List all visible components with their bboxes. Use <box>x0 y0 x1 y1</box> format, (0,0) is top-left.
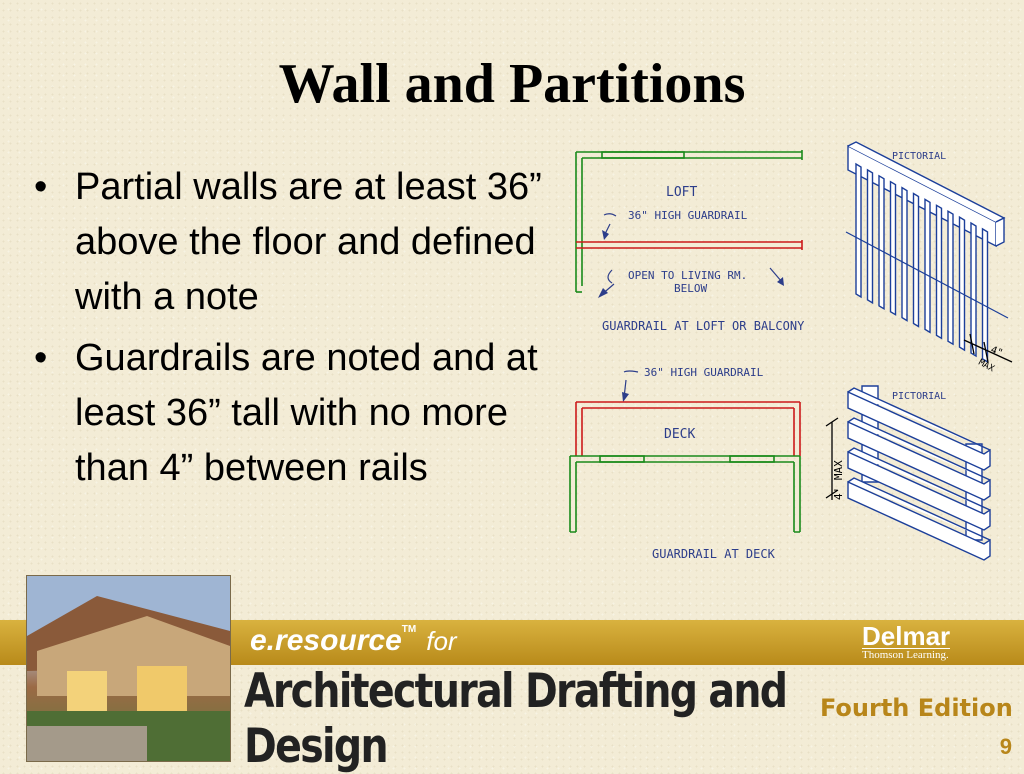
baluster <box>914 194 919 327</box>
max-dim-value: 4" <box>988 344 1005 360</box>
publisher-sub: Thomson Learning. <box>862 649 949 661</box>
baluster <box>868 170 873 303</box>
loft-caption: GUARDRAIL AT LOFT OR BALCONY <box>602 319 805 333</box>
loft-guardrail-note: 36" HIGH GUARDRAIL <box>628 209 748 222</box>
deck-height-dimension <box>826 418 845 500</box>
baluster <box>948 211 953 344</box>
eresource-brand <box>250 624 457 658</box>
bullet-text: Partial walls are at least 36” above the floor and defined with a note <box>75 166 542 318</box>
brand-main: e.resource <box>250 624 402 657</box>
deck-label: DECK <box>664 427 696 442</box>
house-photo <box>26 575 231 762</box>
max-dim-word: MAX <box>976 357 996 375</box>
baluster <box>983 229 988 362</box>
baluster <box>891 182 896 315</box>
pictorial-top-label: PICTORIAL <box>892 151 947 162</box>
open-to-line2: BELOW <box>674 282 708 295</box>
deck-guardrail-note: 36" HIGH GUARDRAIL <box>644 366 764 379</box>
page-number: 9 <box>999 734 1012 759</box>
loft-label: LOFT <box>666 185 698 200</box>
publisher-name: Delmar <box>862 621 951 651</box>
baluster <box>971 223 976 356</box>
baluster <box>960 217 965 350</box>
bullet-dot: • <box>34 166 48 208</box>
baluster <box>937 205 942 338</box>
deck-height-value: 4' MAX <box>832 460 845 500</box>
baluster <box>856 164 861 297</box>
book-title: Architectural Drafting and Design <box>244 664 787 774</box>
bullet-text: Guardrails are noted and at least 36” tall with no more than 4” between rails <box>75 337 538 489</box>
open-to-line1: OPEN TO LIVING RM. <box>628 269 748 282</box>
deck-caption: GUARDRAIL AT DECK <box>652 547 775 561</box>
pictorial-bottom-label: PICTORIAL <box>892 391 947 402</box>
deck-plan <box>570 371 800 532</box>
brand-for: for <box>426 626 457 656</box>
brand-tm: TM <box>401 624 417 635</box>
edition-label: Fourth Edition <box>820 694 1013 722</box>
publisher-logo <box>862 621 951 661</box>
bullet-dot: • <box>34 337 48 379</box>
baluster <box>925 199 930 332</box>
vertical-baluster-rail <box>848 142 1004 362</box>
horizontal-rail-guardrail <box>848 386 990 560</box>
baluster <box>902 188 907 321</box>
slide-title: Wall and Partitions <box>278 53 746 115</box>
baluster <box>879 176 884 309</box>
